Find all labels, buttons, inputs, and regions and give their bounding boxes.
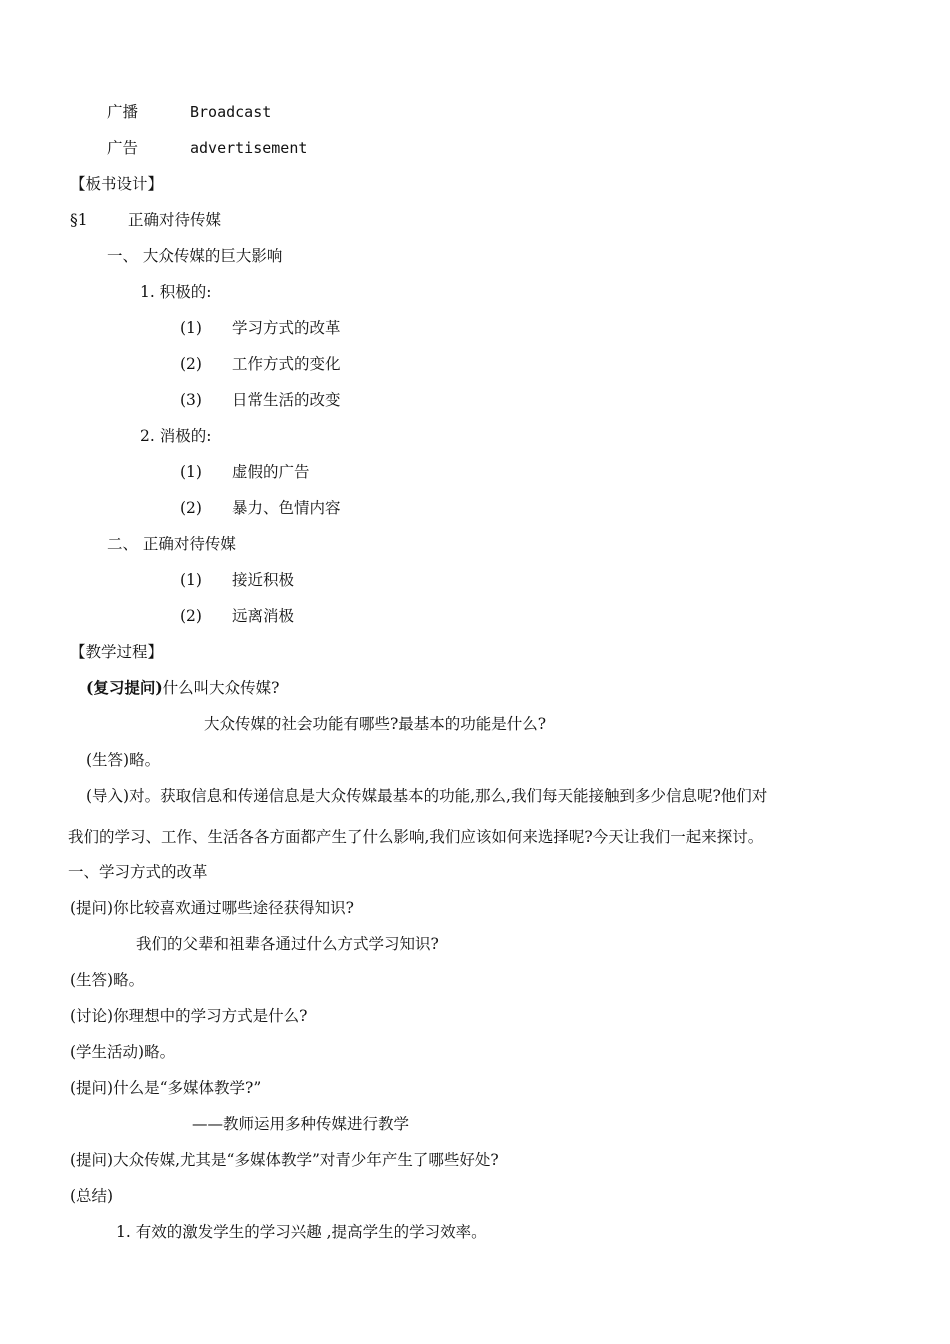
section-one-title: 一、学习方式的改革: [68, 863, 208, 881]
section-number: §1: [70, 211, 88, 229]
intro-paragraph-line-2: 我们的学习、工作、生活各各方面都产生了什么影响,我们应该如何来选择呢?今天让我们一起来探讨。: [68, 828, 764, 846]
question-2-answer: ——教师运用多种传媒进行教学: [192, 1115, 410, 1133]
sub-one-item-num: (2): [180, 355, 202, 373]
intro-paragraph-line-1: (导入)对。获取信息和传递信息是大众传媒最基本的功能,那么,我们每天能接触到多少信息呢?他们对: [86, 787, 768, 805]
review-question-line: [86, 678, 279, 698]
sub-one-item-text: 工作方式的变化: [232, 355, 341, 373]
vocab-en-1: Broadcast: [190, 103, 272, 121]
sub-two-title: 2. 消极的:: [140, 427, 212, 445]
review-question-1: 什么叫大众传媒?: [162, 679, 280, 697]
sub-one-item-text: 日常生活的改变: [232, 391, 341, 409]
sub-one-item-num: (1): [180, 319, 202, 337]
part-one-title: 一、 大众传媒的巨大影响: [107, 247, 283, 265]
part-two-item-num: (1): [180, 571, 202, 589]
question-2: (提问)什么是“多媒体教学?”: [70, 1079, 262, 1097]
sub-one-item-num: (3): [180, 391, 202, 409]
question-3: (提问)大众传媒,尤其是“多媒体教学”对青少年产生了哪些好处?: [70, 1151, 499, 1169]
vocab-en-2: advertisement: [190, 139, 308, 157]
part-two-title: 二、 正确对待传媒: [107, 535, 236, 553]
board-heading: 【板书设计】: [70, 175, 164, 193]
part-two-item-num: (2): [180, 607, 202, 625]
sub-one-item-text: 学习方式的改革: [232, 319, 341, 337]
question-1: (提问)你比较喜欢通过哪些途径获得知识?: [70, 899, 354, 917]
section-title: 正确对待传媒: [128, 211, 222, 229]
summary-item-1: 1. 有效的激发学生的学习兴趣 ,提高学生的学习效率。: [116, 1223, 487, 1241]
process-heading: 【教学过程】: [70, 643, 164, 661]
student-answer-1: (生答)略。: [86, 751, 161, 769]
student-activity: (学生活动)略。: [70, 1043, 176, 1061]
discussion: (讨论)你理想中的学习方式是什么?: [70, 1007, 308, 1025]
review-label: (复习提问): [86, 678, 163, 697]
vocab-cn-2: 广告: [107, 139, 139, 157]
sub-two-item-text: 暴力、色情内容: [232, 499, 341, 517]
sub-two-item-num: (1): [180, 463, 202, 481]
part-two-item-text: 接近积极: [232, 571, 295, 589]
vocab-cn-1: 广播: [107, 103, 139, 121]
sub-two-item-num: (2): [180, 499, 202, 517]
review-question-2: 大众传媒的社会功能有哪些?最基本的功能是什么?: [204, 715, 547, 733]
question-1b: 我们的父辈和祖辈各通过什么方式学习知识?: [136, 935, 439, 953]
summary-label: (总结): [70, 1187, 114, 1205]
sub-two-item-text: 虚假的广告: [232, 463, 310, 481]
part-two-item-text: 远离消极: [232, 607, 295, 625]
sub-one-title: 1. 积极的:: [140, 283, 212, 301]
student-answer-2: (生答)略。: [70, 971, 145, 989]
